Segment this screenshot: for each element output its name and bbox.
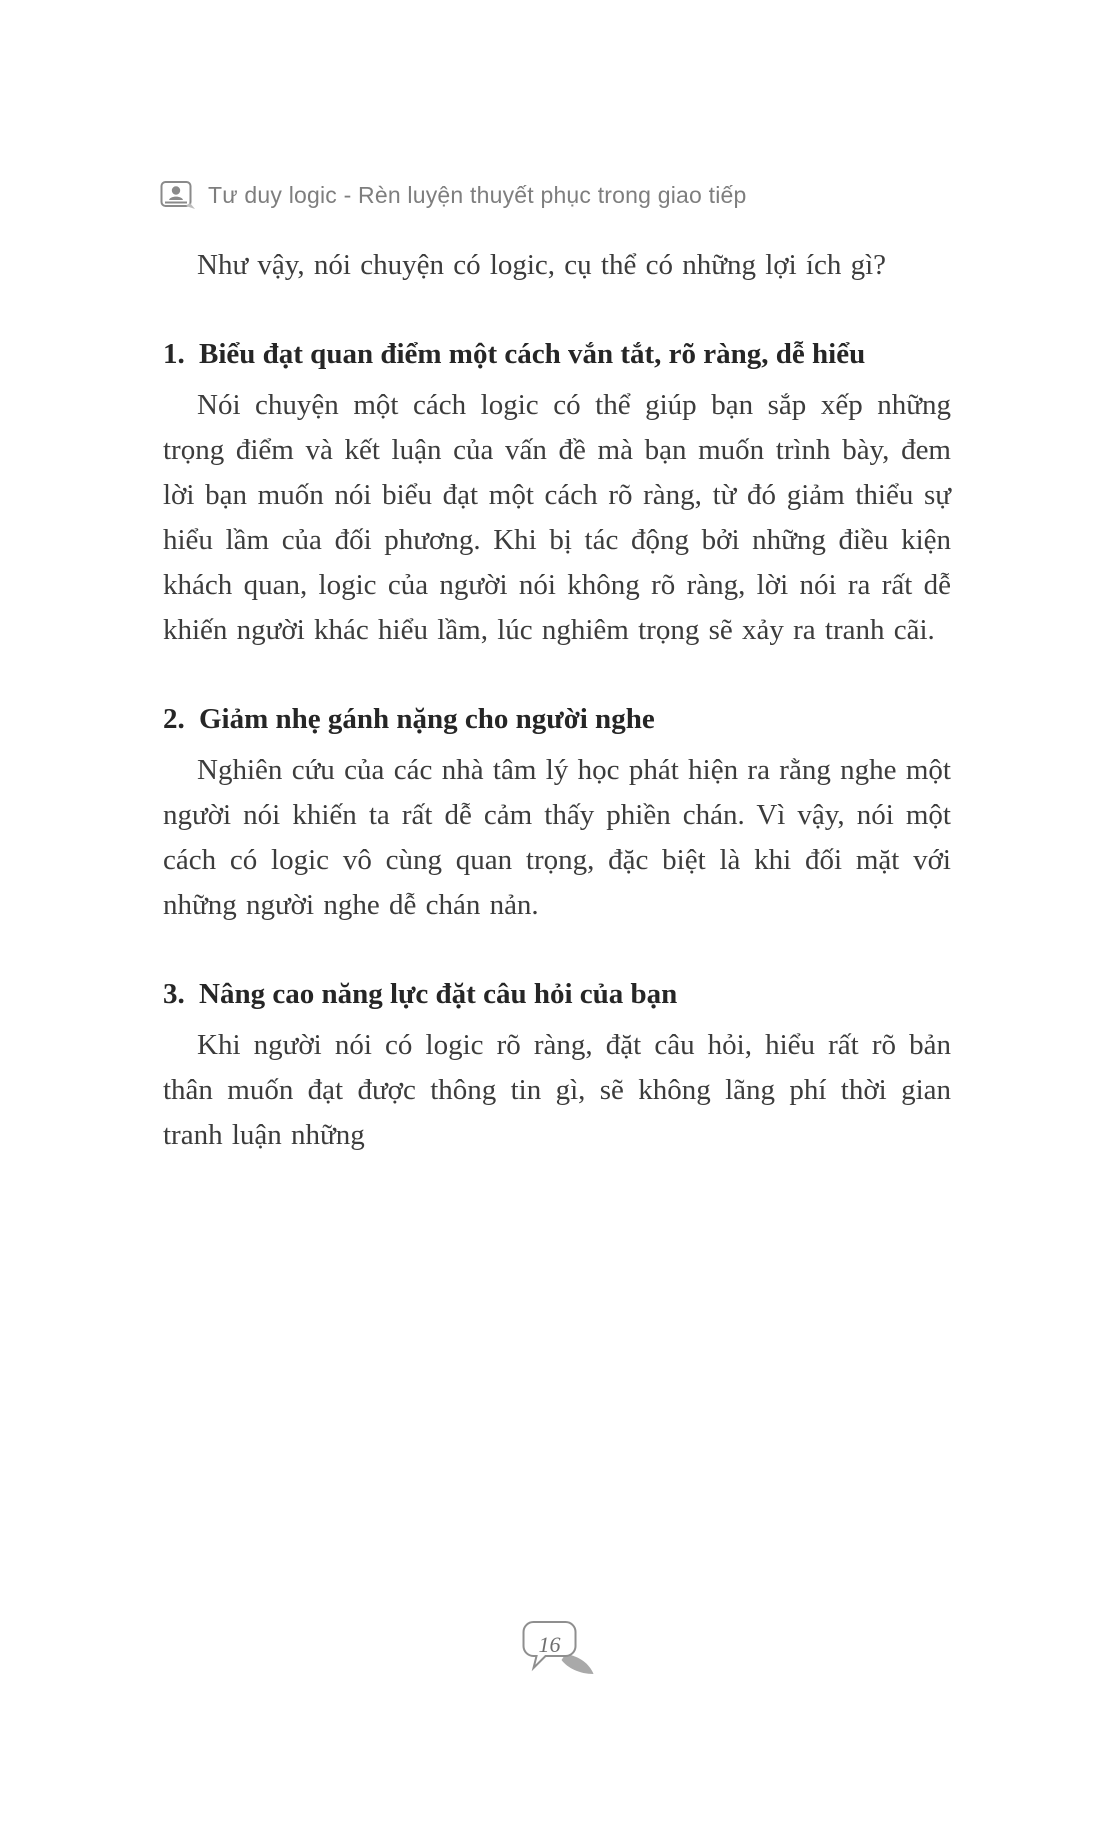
section-1-number: 1. (163, 338, 185, 370)
section-3-heading (163, 972, 951, 1017)
section-3-number: 3. (163, 978, 185, 1010)
running-header (160, 180, 747, 210)
section-1-title: Biểu đạt quan điểm một cách vắn tắt, rõ ràng, dễ hiểu (199, 338, 866, 370)
section-3 (163, 972, 951, 1158)
section-1-heading (163, 332, 951, 377)
section-3-paragraph: Khi người nói có logic rõ ràng, đặt câu hỏi, hiểu rất rõ bản thân muốn đạt được thông tin gì, sẽ không lãng phí thời gian tranh luận những (163, 1029, 951, 1151)
section-3-title: Nâng cao năng lực đặt câu hỏi của bạn (199, 978, 678, 1010)
section-2 (163, 697, 951, 928)
intro-paragraph: Như vậy, nói chuyện có logic, cụ thể có những lợi ích gì? (197, 249, 887, 281)
section-1 (163, 332, 951, 653)
section-2-number: 2. (163, 703, 185, 735)
bubble-echo-shape (562, 1654, 594, 1674)
running-header-title: Tư duy logic - Rèn luyện thuyết phục trong giao tiếp (208, 181, 747, 208)
section-2-paragraph: Nghiên cứu của các nhà tâm lý học phát hiện ra rằng nghe một người nói khiến ta rất dễ cảm thấy phiền chán. Vì vậy, nói một cách có logic vô cùng quan trọng, đặc biệt là khi đối mặt với những người nghe dễ chán nản. (163, 754, 951, 921)
page-number: 16 (538, 1632, 561, 1658)
section-1-paragraph: Nói chuyện một cách logic có thể giúp bạn sắp xếp những trọng điểm và kết luận của vấn đề mà bạn muốn trình bày, đem lời bạn muốn nói biểu đạt một cách rõ ràng, từ đó giảm thiểu sự hiểu lầm của đối phương. Khi bị tác động bởi những điều kiện khách quan, logic của người nói không rõ ràng, lời nói ra rất dễ khiến người khác hiểu lầm, lúc nghiêm trọng sẽ xảy ra tranh cãi. (163, 389, 951, 646)
section-2-heading (163, 697, 951, 742)
reader-book-icon (160, 180, 196, 210)
page-body (163, 243, 951, 1158)
page-number-bubble (516, 1616, 604, 1678)
section-2-title: Giảm nhẹ gánh nặng cho người nghe (199, 703, 655, 735)
